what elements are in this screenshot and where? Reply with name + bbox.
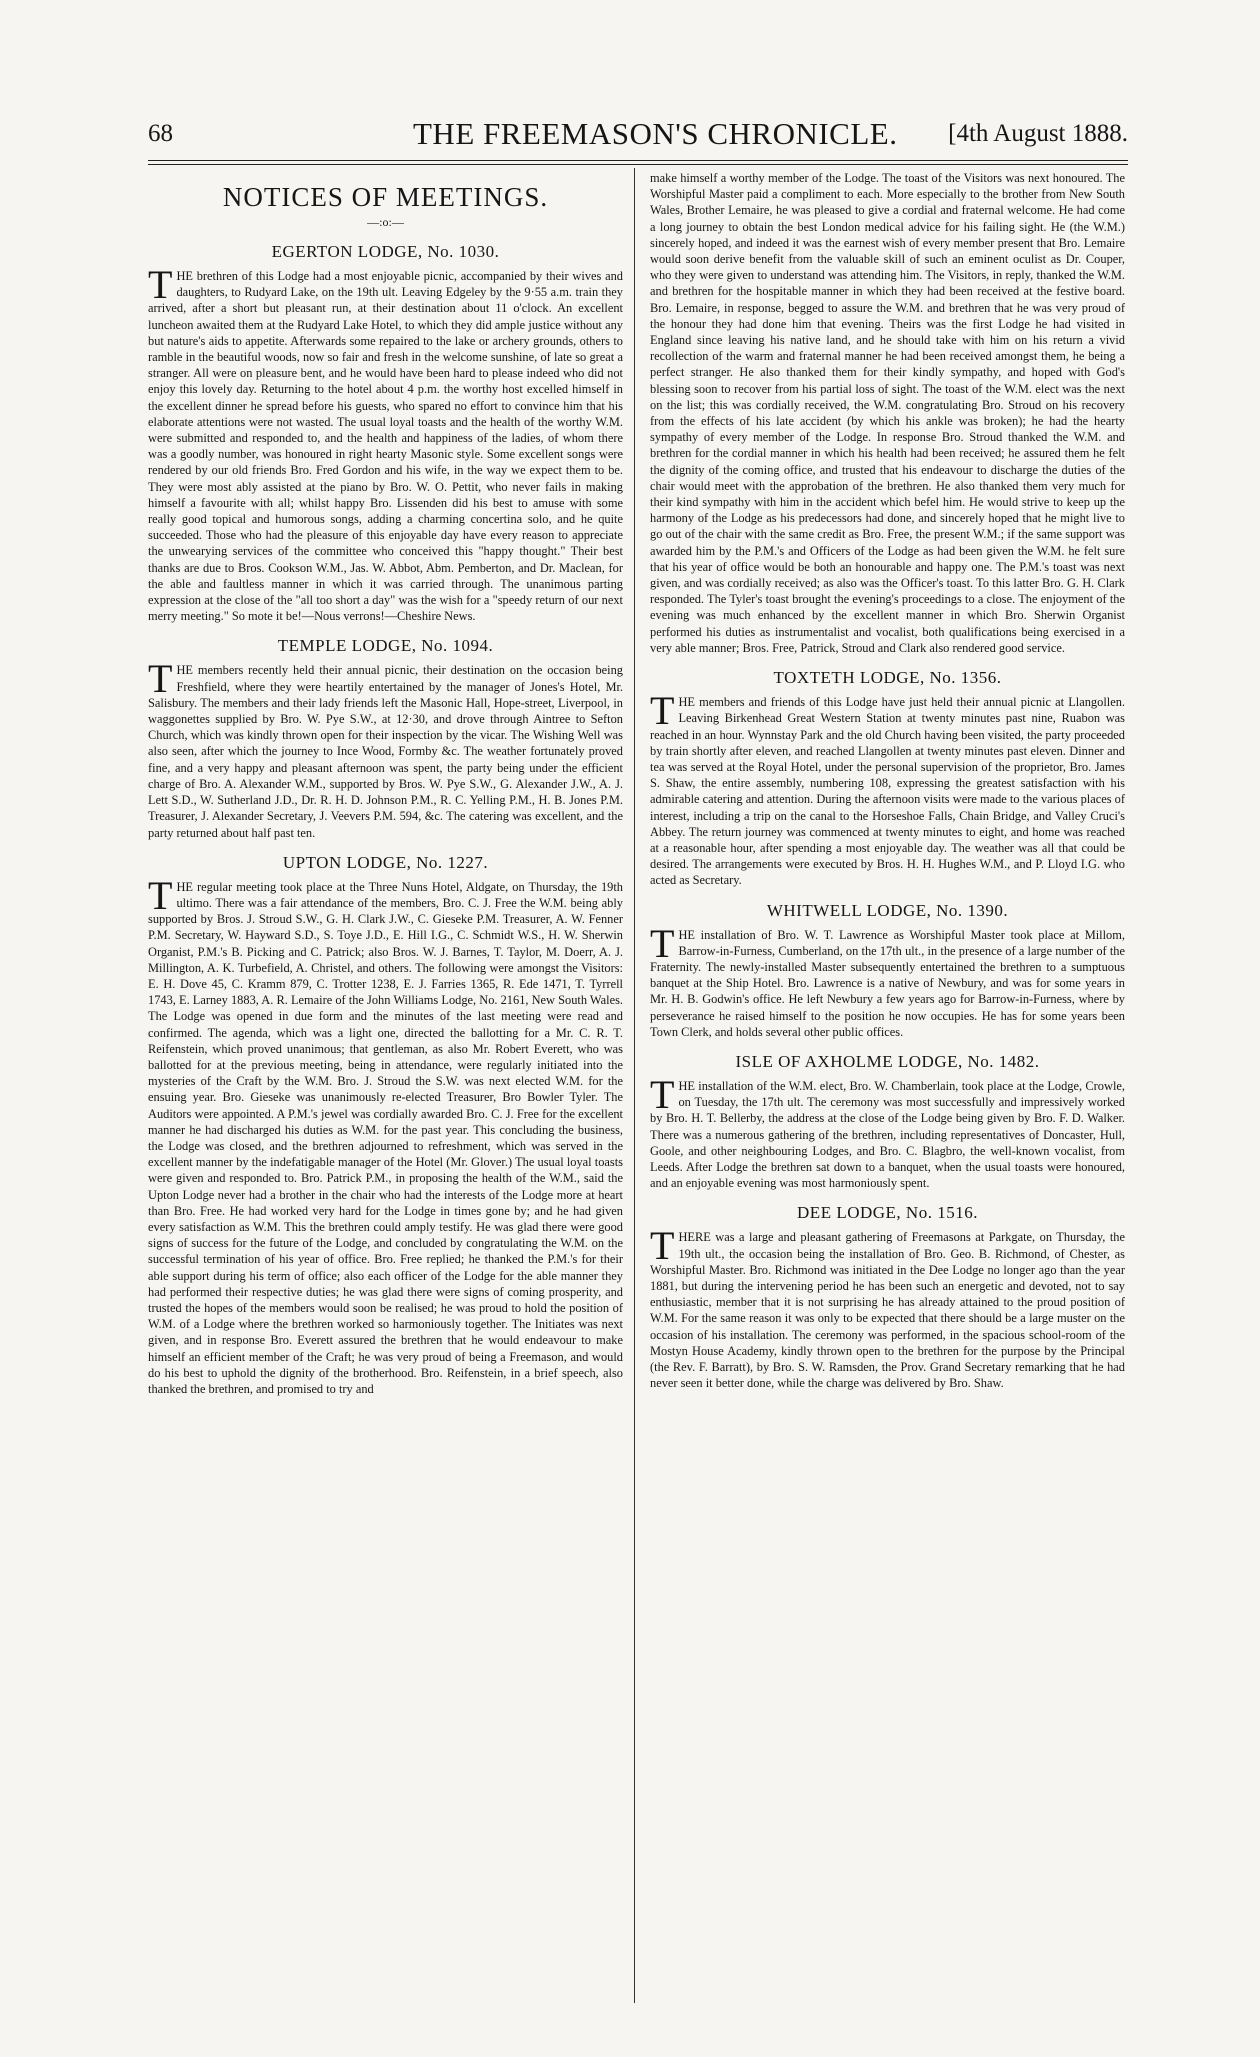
article-title-whitwell: WHITWELL LODGE, No. 1390. bbox=[766, 900, 1009, 920]
dropcap: T bbox=[148, 262, 173, 307]
article-title-axholme: ISLE OF AXHOLME LODGE, No. 1482. bbox=[735, 1051, 1040, 1071]
article-body-toxteth bbox=[650, 688, 1125, 888]
article-continuation-upton: make himself a worthy member of the Lodge. The toast of the Visitors was next honoured. The Worshipful Master paid a compliment to each. More especially to the brother from New South Wales, Brother Lemaire, he was pleased to give a cordial and fraternal welcome. He had come a long journey to obtain the best London medical advice for his failing sight. He (the W.M.) sincerely hoped, and indeed it was the earnest wish of every member present that Bro. Lemaire would soon derive benefit from the valuable skill of such an eminent oculist as Dr. Couper, who they were given to understand was attending him. The Visitors, in reply, thanked the W.M. and brethren for the hospitable manner in which they had been received at the festive board. Bro. Lemaire, in response, begged to assure the W.M. and brethren that he was very proud of the honour they had done him that evening. Theirs was the first Lodge he had visited in England since leaving his native land, and he should take with him on his return a vivid recollection of the warm and fraternal manner he had been received amongst them, he being a perfect stranger. He also thanked them for their kindly sympathy, and hoped with God's blessing soon to recover from his partial loss of sight. The toast of the W.M. elect was the next on the list; this was cordially received, the W.M. congratulating Bro. Stroud on his recovery from the effects of his late accident (by which his ankle was broken); he had the hearty sympathy of every member of the Lodge. In response Bro. Stroud thanked the W.M. and brethren for the cordial manner in which his health had been received; he assured them he felt the dignity of the coming office, and trusted that his endeavour to discharge the duties of the chair would meet with the approbation of the brethren. He also thanked them very much for their kind sympathy with him in the accident which befel him. He would strive to keep up the harmony of the Lodge as his predecessors had done, and sincerely hoped that he might live to go out of the chair with the same credit as Bro. Free, the present W.M.; if the same support was awarded him by the P.M.'s and Officers of the Lodge as had been given the W.M. he felt sure that his year of office would be both an honourable and happy one. The P.M.'s toast was next given, and was cordially received; as also was the Officer's toast. To this latter Bro. G. H. Clark responded. The Tyler's toast brought the evening's proceedings to a close. The enjoyment of the evening was much enhanced by the excellent manner in which Bro. Sherwin Organist performed his duties as instrumentalist and vocalist, both qualifications being exercised in a very able manner; Bros. Free, Patrick, Stroud and Clark also rendered good service. bbox=[650, 171, 1125, 655]
article-title-dee: DEE LODGE, No. 1516. bbox=[797, 1203, 978, 1223]
column-left bbox=[148, 170, 623, 2000]
dropcap: T bbox=[148, 872, 173, 918]
page-number: 68 bbox=[148, 120, 173, 147]
article-text: HERE was a large and pleasant gathering of Freemasons at Parkgate, on Thursday, the 19th ult., the occasion being the installation of Bro. Geo. B. Richmond, of Chester, as Worshipful Master. Bro. Richmond was initiated in the Dee Lodge no longer ago than the year 1881, but during the intervening period he has been such an energetic and devoted, not to say enthusiastic, member that it is not surprising he has already attained to the proud position of W.M. For the same reason it was only to be expected that there should be a large muster on the occasion of his installation. The ceremony was performed, in the spacious school-room of the Mostyn House Academy, kindly thrown open to the brethren for the purpose by the Principal (the Rev. F. Barratt), by Bro. S. W. Ramsden, the Prov. Grand Secretary remarking that he had never seen it better done, while the charge was delivered by Bro. Shaw. bbox=[650, 1230, 1125, 1391]
article-title-upton: UPTON LODGE, No. 1227. bbox=[282, 852, 489, 872]
article-text: HE brethren of this Lodge had a most enjoyable picnic, accompanied by their wives and daughters, to Rudyard Lake, on the 19th ult. Leaving Edgeley by the 9·55 a.m. train they arrived, after a short but pleasant run, at their destination about 11 o'clock. An excellent luncheon awaited them at the Rudyard Lake Hotel, to which they did ample justice without any but nature's aids to appetite. Afterwards some repaired to the lake or archery grounds, others to ramble in the beautiful woods, now so fair and fresh in the welcome sunshine, of late so great a stranger. All were on pleasure bent, and he would have been hard to please indeed who did not enjoy this lovely day. Returning to the hotel about 4 p.m. the worthy host excelled himself in the excellent dinner he spread before his guests, who spared no effort to convince him that his elaborate attentions were not wasted. The usual loyal toasts and the health of the worthy W.M. were submitted and responded to, and the health and happiness of the ladies, of whom there was a goodly number, was honoured in right hearty Masonic style. Some excellent songs were rendered by our old friends Bro. Fred Gordon and his wife, in the way we expect them to be. They were most ably assisted at the piano by Bro. W. O. Pettit, who never fails in making himself a favourite with all; whilst happy Bro. Lissenden did his best to amuse with some really good topical and humorous songs, adding a charming concertina solo, and he quite succeeded. Those who had the pleasure of this enjoyable day have every reason to appreciate the unwearying services of the committee who conceived this "happy thought." Their best thanks are due to Bros. Cookson W.M., Jas. W. Abbot, Abm. Pemberton, and Dr. Maclean, for the able and faultless manner in which it was carried through. The unanimous parting expression at the close of the "all too short a day" was the wish for a "speedy return of our next merry meeting." So mote it be!—Nous verrons!—Cheshire News. bbox=[148, 269, 623, 624]
publication-title: THE FREEMASON'S CHRONICLE. bbox=[413, 116, 898, 151]
masthead bbox=[148, 116, 1128, 160]
column-right bbox=[650, 170, 1125, 2000]
dropcap: T bbox=[148, 656, 173, 702]
dropcap: T bbox=[650, 1223, 675, 1269]
section-heading: NOTICES OF MEETINGS. bbox=[222, 182, 549, 212]
article-text: HE installation of the W.M. elect, Bro. W. Chamberlain, took place at the Lodge, Crowle, on Tuesday, the 17th ult. The ceremony was most successfully and impressively worked by Bro. H. T. Bellerby, the address at the close of the Lodge being given by Bro. F. D. Walker. There was a numerous gathering of the brethren, including representatives of Doncaster, Hull, Goole, and other neighbouring Lodges, and Bro. C. Blagbro, the well-known vocalist, from Leeds. After Lodge the brethren sat down to a banquet, when the usual toasts were honoured, and an enjoyable evening was most harmoniously spent. bbox=[650, 1078, 1125, 1191]
article-text: HE members and friends of this Lodge have just held their annual picnic at Llangollen. Leaving Birkenhead Great Western Station at twenty minutes past nine, Ruabon was reached in an hour. Wynnstay Park and the old Church having been visited, the party proceeded by train shortly after eleven, and reached Llangollen at twenty minutes past eleven. Dinner and tea was served at the Royal Hotel, under the personal supervision of the proprietor, Bro. James S. Shaw, the entire assembly, numbering 108, expressing the greatest satisfaction with his admirable catering and attention. During the afternoon visits were made to the various places of interest, including a trip on the canal to the Horseshoe Falls, Chain Bridge, and Valley Cruci's Abbey. The return journey was commenced at twenty minutes to eight, and home was reached at a reasonable hour, after spending a most enjoyable day. The weather was all that could be desired. The arrangements were executed by Bros. H. H. Hughes W.M., and P. Lloyd I.G. who acted as Secretary. bbox=[650, 695, 1125, 888]
article-title-egerton: EGERTON LODGE, No. 1030. bbox=[271, 242, 500, 261]
dropcap: T bbox=[650, 688, 675, 734]
column-divider bbox=[634, 168, 635, 2003]
article-title-toxteth: TOXTETH LODGE, No. 1356. bbox=[773, 668, 1002, 688]
article-body-whitwell bbox=[650, 920, 1125, 1040]
article-body-egerton bbox=[148, 262, 623, 624]
masthead-rule-thin bbox=[148, 164, 1128, 165]
article-body-upton bbox=[148, 872, 623, 1398]
article-text: HE members recently held their annual picnic, their destination on the occasion being Freshfield, where they were heartily entertained by the manager of Jones's Hotel, Mr. Salisbury. The members and their lady friends left the Masonic Hall, Hope-street, Liverpool, in waggonettes supplied by Bro. W. Pye S.W., at 12·30, and drove through Aintree to Sefton Church, which was kindly thrown open for their inspection by the vicar. The Wishing Well was also seen, after which the journey to Ince Wood, Formby &c. The weather fortunately proved fine, and a very happy and pleasant afternoon was spent, the party being under the efficient charge of Bro. A. Alexander W.M., supported by Bros. W. Pye S.W., G. Alexander J.W., A. J. Lett S.D., W. Sutherland J.D., Dr. R. H. D. Johnson P.M., R. C. Yelling P.M., H. B. Jones P.M. Treasurer, J. Alexander Secretary, J. Veevers P.M. 594, &c. The catering was excellent, and the party returned about half past ten. bbox=[148, 663, 623, 840]
article-text: HE installation of Bro. W. T. Lawrence as Worshipful Master took place at Millom, Barrow-in-Furness, Cumberland, on the 17th ult., in the presence of a large number of the Fraternity. The newly-installed Master subsequently entertained the brethren to a sumptuous banquet at the Ship Hotel. Bro. Lawrence is a native of Newbury, and was for some years in Mr. H. B. Godwin's office. He left Newbury a few years ago for Barrow-in-Furness, where by perseverance he raised himself to the position he now occupies. He has for some years been Town Clerk, and holds several other public offices. bbox=[650, 927, 1125, 1039]
article-body-axholme bbox=[650, 1071, 1125, 1191]
issue-date: [4th August 1888. bbox=[948, 120, 1128, 147]
masthead-rule bbox=[148, 160, 1128, 161]
dropcap: T bbox=[650, 920, 675, 966]
dropcap: T bbox=[650, 1071, 675, 1117]
article-title-temple: TEMPLE LODGE, No. 1094. bbox=[277, 636, 494, 656]
article-text: HE regular meeting took place at the Three Nuns Hotel, Aldgate, on Thursday, the 19th ultimo. There was a fair attendance of the members, Bro. C. J. Free the W.M. being ably supported by Bros. J. Stroud S.W., G. H. Clark J.W., C. Gieseke P.M. Treasurer, A. W. Fenner P.M. Secretary, W. Hayward S.D., S. Toye J.D., E. Hill I.G., C. Schmidt W.S., H. W. Sherwin Organist, P.M.'s B. Picking and C. Patrick; also Bros. W. J. Barnes, T. Taylor, M. Doerr, A. J. Millington, A. K. Turbefield, A. Christel, and others. The following were amongst the Visitors: E. H. Dove 45, C. Kramm 879, C. Trotter 1238, E. J. Farries 1365, R. Ede 1471, T. Tyrrell 1743, E. Larney 1883, A. R. Lemaire of the John Williams Lodge, No. 2161, New South Wales. The Lodge was opened in due form and the minutes of the last meeting were read and confirmed. The agenda, which was a light one, directed the ballotting for a Mr. C. R. T. Reifenstein, which proved unanimous; that gentleman, as also Mr. Robert Everett, who was ballotted for at the previous meeting, being in attendance, were regularly initiated into the mysteries of the Craft by the W.M. Bro. J. Stroud the S.W. was next elected W.M. for the ensuing year. Bro. Gieseke was unanimously re-elected Treasurer, Bro Bowler Tyler. The Auditors were appointed. A P.M.'s jewel was cordially awarded Bro. C. J. Free for the excellent manner he had discharged his duties as W.M. for the past year. This concluding the business, the Lodge was closed, and the brethren adjourned to refreshment, which was served in the excellent manner by the indefatigable manager of the Hotel (Mr. Glover.) The usual loyal toasts were given and responded to. Bro. Patrick P.M., in proposing the health of the W.M., said the Upton Lodge never had a brother in the chair who had the interests of the Lodge more at heart than Bro. Free. He had worked very hard for the Lodge in times gone by; and he had given every satisfaction as W.M. This the brethren could amply testify. He was glad there were good signs of success for the future of the Lodge, and concluded by congratulating the W.M. on the successful termination of his year of office. Bro. Free replied; he thanked the P.M.'s for their able support during his term of office; also each officer of the Lodge for the able manner they had performed their respective duties; he was glad there were signs of coming prosperity, and trusted the hopes of the members would soon be realised; he was proud to hold the position of W.M. of a Lodge where the brethren worked so harmoniously together. The Initiates was next given, and in response Bro. Everett assured the brethren that he would endeavour to make himself an efficient member of the Craft; he was very proud of being a Freemason, and would do his best to uphold the dignity of the brotherhood. Bro. Reifenstein, in a brief speech, also thanked the brethren, and promised to try and bbox=[148, 879, 623, 1396]
section-separator: —:o:— bbox=[367, 215, 404, 229]
article-body-dee bbox=[650, 1223, 1125, 1391]
article-body-temple bbox=[148, 656, 623, 840]
